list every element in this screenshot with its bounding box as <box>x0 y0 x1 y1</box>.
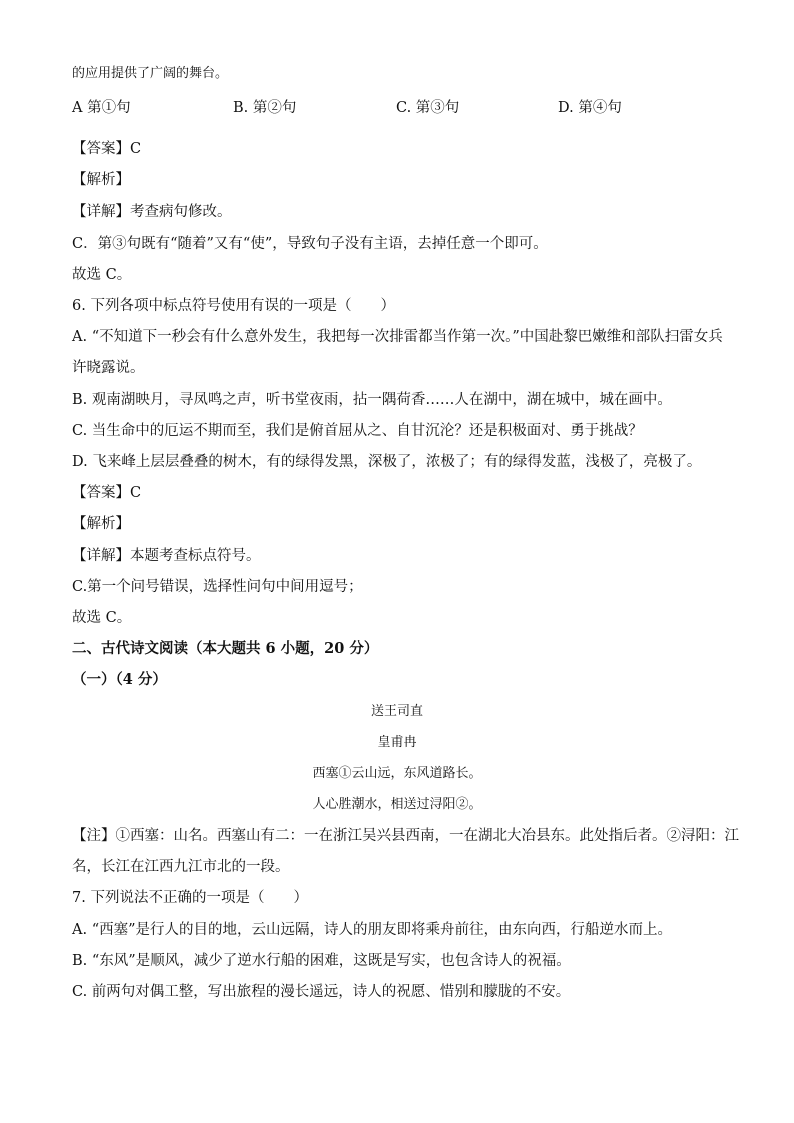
question-7-option-b: B. “东风”是顺风，减少了逆水行船的困难，这既是写实，也包含诗人的祝福。 <box>72 953 571 969</box>
text-line: 故选 C。 <box>72 610 132 626</box>
question-6-stem: 6. 下列各项中标点符号使用有误的一项是（ ） <box>72 298 395 314</box>
detail-label: 【详解】考查病句修改。 <box>72 204 232 220</box>
question-6-option-a: A. “不知道下一秒会有什么意外发生，我把每一次排雷都当作第一次。”中国赴黎巴嫩维和部队扫雷女兵 <box>72 329 723 345</box>
note-text: 【注】①西塞：山名。西塞山有二：一在浙江吴兴县西南，一在湖北大冶县东。此处指后者。②浔阳：江 <box>72 828 739 844</box>
question-6-option-d: D. 飞来峰上层层叠叠的树木，有的绿得发黑，深极了，浓极了；有的绿得发蓝，浅极了，亮极了。 <box>72 454 702 470</box>
question-6-option-b: B. 观南湖映月，寻凤鸣之声，听书堂夜雨，拈一隅荷香……人在湖中，湖在城中，城在画中。 <box>72 392 672 408</box>
poem-author: 皇甫冉 <box>377 735 417 750</box>
answer-label: 【答案】C <box>72 141 142 157</box>
poem-title: 送王司直 <box>370 704 423 719</box>
question-7-option-c: C. 前两句对偶工整，写出旅程的漫长遥远，诗人的祝愿、惜别和朦胧的不安。 <box>72 984 571 1000</box>
question-6-option-c: C. 当生命中的厄运不期而至，我们是俯首屈从之、自甘沉沦？还是积极面对、勇于挑战？ <box>72 423 643 439</box>
text-line: 故选 C。 <box>72 267 132 283</box>
option-b: B. 第②句 <box>233 100 297 116</box>
poem-line: 西塞①云山远，东风道路长。 <box>312 766 482 781</box>
analysis-label: 【解析】 <box>72 172 130 188</box>
note-text: 名，长江在江西九江市北的一段。 <box>72 859 290 875</box>
subsection-heading: （一）（4 分） <box>72 671 167 688</box>
text-line: 许晓露说。 <box>72 360 145 376</box>
answer-label: 【答案】C <box>72 485 142 501</box>
analysis-label: 【解析】 <box>72 516 130 532</box>
section-heading: 二、古代诗文阅读（本大题共 6 小题，20 分） <box>72 640 379 657</box>
text-line: 的应用提供了广阔的舞台。 <box>72 66 229 81</box>
option-a: A 第①句 <box>72 100 131 116</box>
detail-label: 【详解】本题考查标点符号。 <box>72 548 261 564</box>
question-7-stem: 7. 下列说法不正确的一项是（ ） <box>72 890 308 906</box>
option-d: D. 第④句 <box>558 100 622 116</box>
option-c: C. 第③句 <box>396 100 460 116</box>
poem-line: 人心胜潮水，相送过浔阳②。 <box>312 797 482 812</box>
question-7-option-a: A. “西塞”是行人的目的地，云山远隔，诗人的朋友即将乘舟前往，由东向西，行船逆水而上。 <box>72 922 673 938</box>
text-line: C．第③句既有“随着”又有“使”，导致句子没有主语，去掉任意一个即可。 <box>72 236 548 252</box>
text-line: C.第一个问号错误，选择性问句中间用逗号； <box>72 579 363 595</box>
